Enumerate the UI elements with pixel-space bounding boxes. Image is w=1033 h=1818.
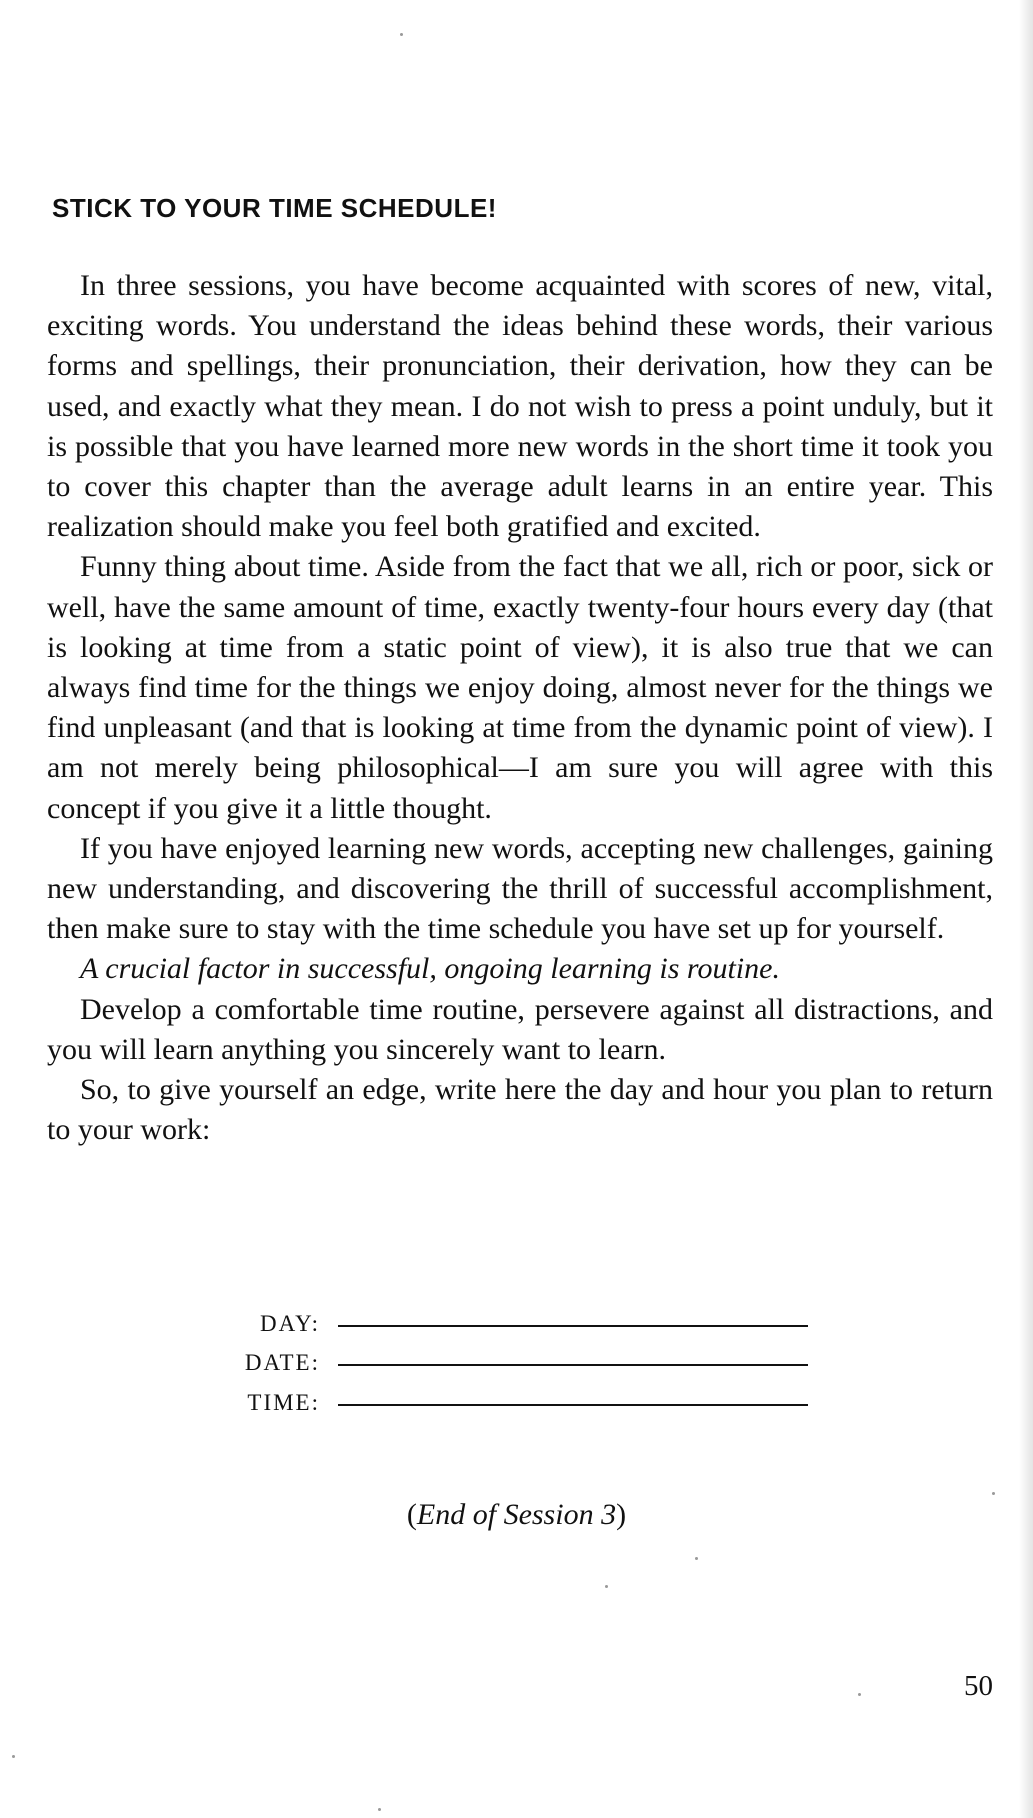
scan-speck <box>378 1808 381 1811</box>
scan-speck <box>605 1585 608 1588</box>
day-row <box>230 1297 810 1337</box>
close-paren: ) <box>616 1498 627 1531</box>
day-label: DAY: <box>260 1310 320 1336</box>
paragraph: Develop a comfortable time routine, persevere against all distractions, and you will learn anything you sincerely want to learn. <box>47 992 993 1066</box>
page-number: 50 <box>964 1670 993 1702</box>
schedule-form <box>230 1297 810 1416</box>
emphasized-paragraph: A crucial factor in successful, ongoing learning is routine. <box>80 952 780 986</box>
date-blank-line <box>338 1364 808 1366</box>
day-blank-line <box>338 1325 808 1327</box>
open-paren: ( <box>406 1498 417 1531</box>
scan-speck <box>992 1492 995 1495</box>
scan-speck <box>12 1755 15 1758</box>
time-blank-line <box>338 1404 808 1406</box>
paragraph: So, to give yourself an edge, write here the day and hour you plan to return to your work: <box>47 1073 993 1147</box>
paragraph: Funny thing about time. Aside from the fact that we all, rich or poor, sick or well, have the same amount of time, exactly twenty-four hours every day (that is looking at time from a static point of view), it is also true that we can always find time for the things we enjoy doing, almost never for the things we find unpleasant (and that is looking at time from the dynamic point of view). I am not merely being philosophical—I am sure you will agree with this concept if you give it a little thought. <box>47 550 993 825</box>
time-row <box>230 1376 810 1416</box>
date-row <box>230 1337 810 1377</box>
scan-speck <box>400 33 403 36</box>
section-heading: STICK TO YOUR TIME SCHEDULE! <box>52 193 497 223</box>
date-label: DATE: <box>244 1350 320 1375</box>
paragraph: In three sessions, you have become acquainted with scores of new, vital, exciting words. You understand the ideas behind these words, their various forms and spellings, their pronunciation, their derivation, how they can be used, and exactly what they mean. I do not wish to press a point unduly, but it is possible that you have learned more new words in the short time it took you to cover this chapter than the average adult learns in an entire year. This realization should make you feel both gratified and excited. <box>47 269 993 544</box>
paragraph: If you have enjoyed learning new words, accepting new challenges, gaining new understanding, and discovering the thrill of successful accomplishment, then make sure to stay with the time schedule you have set up for yourself. <box>47 831 993 946</box>
time-label: TIME: <box>247 1389 320 1415</box>
scan-speck <box>858 1693 861 1696</box>
end-session-text: End of Session 3 <box>416 1498 617 1531</box>
scan-speck <box>695 1557 698 1560</box>
page-edge-shadow <box>1019 0 1033 1818</box>
body-text <box>47 266 993 1150</box>
end-of-session-note <box>0 1498 1033 1532</box>
